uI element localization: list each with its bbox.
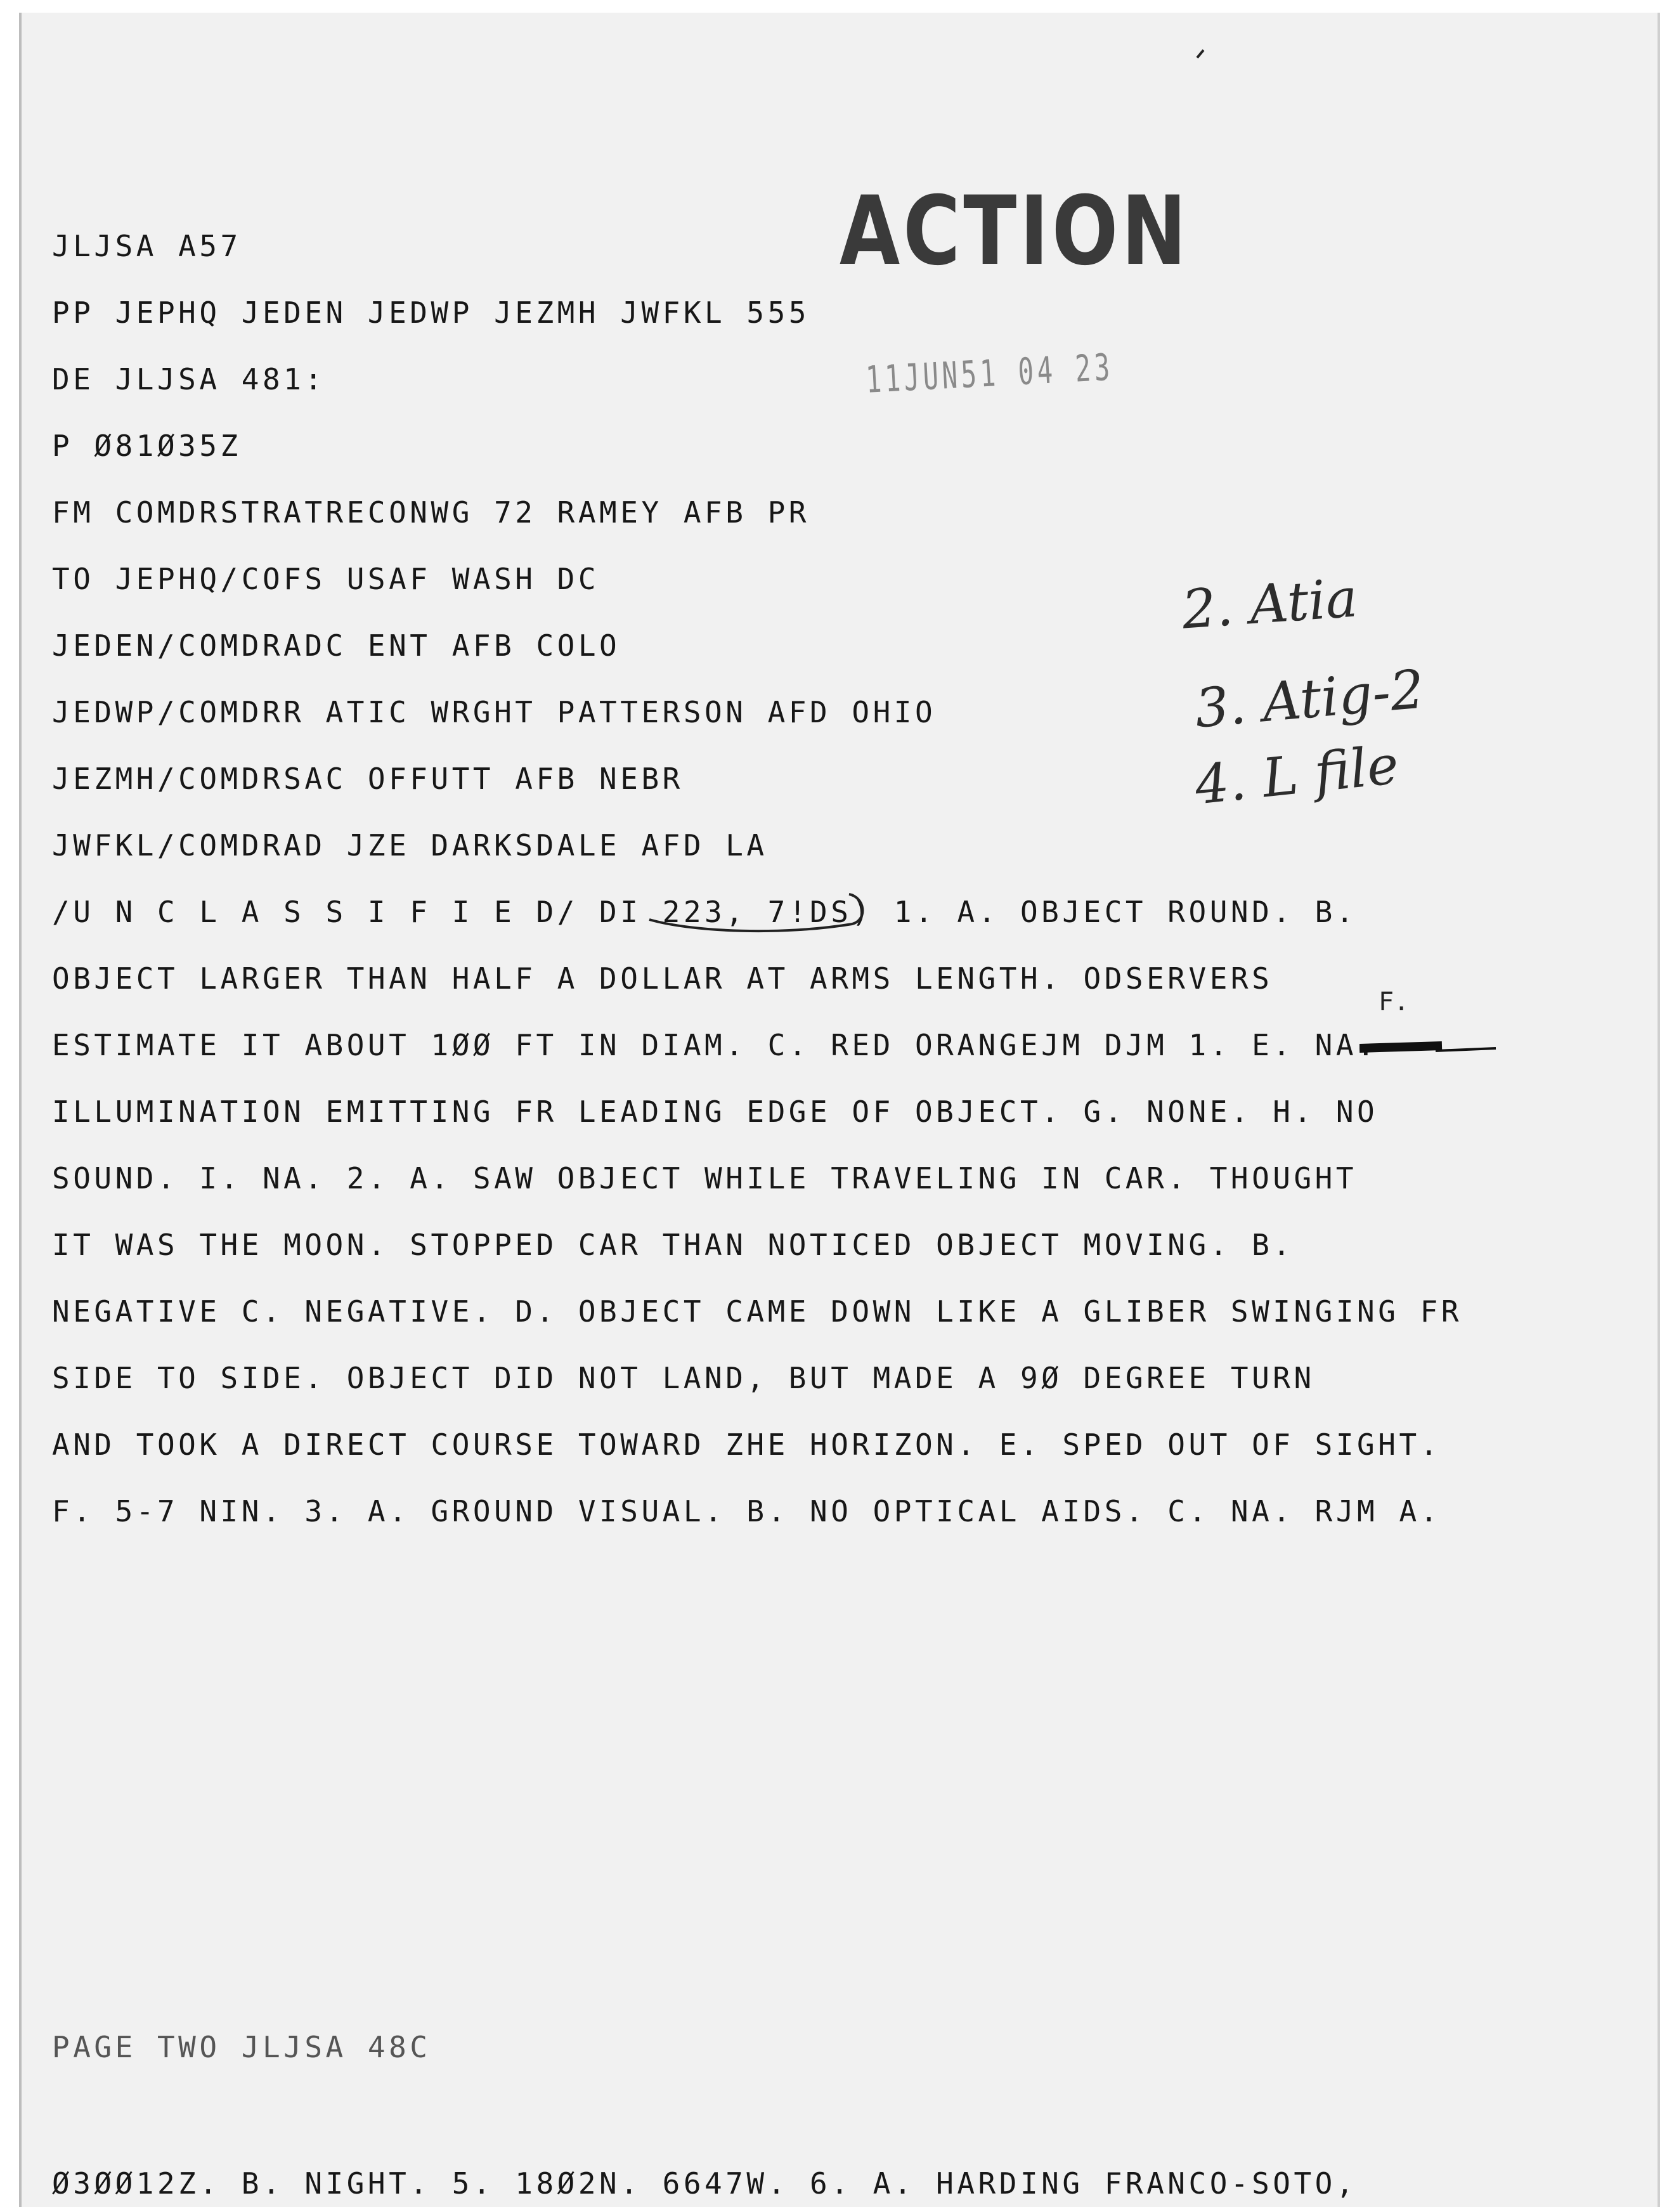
- message-line-9: JEZMH/COMDRSAC OFFUTT AFB NEBR: [52, 762, 684, 796]
- message-line-1: JLJSA A57: [52, 229, 242, 263]
- message-line-2: PP JEPHQ JEDEN JEDWP JEZMH JWFKL 555: [52, 296, 810, 330]
- strikeout-mark: [1359, 1037, 1499, 1062]
- message-line-5: FM COMDRSTRATRECONWG 72 RAMEY AFB PR: [52, 495, 810, 530]
- action-stamp: ACTION: [840, 176, 1190, 287]
- message-line-10: JWFKL/COMDRAD JZE DARKSDALE AFD LA: [52, 828, 768, 862]
- page-two-first-line: Ø3ØØ12Z. B. NIGHT. 5. 18Ø2N. 6647W. 6. A. HARDING FRANCO-SOTO,: [52, 2166, 1358, 2201]
- message-line-8: JEDWP/COMDRR ATIC WRGHT PATTERSON AFD OHIO: [52, 695, 937, 729]
- page-two-header: PAGE TWO JLJSA 48C: [52, 2030, 431, 2064]
- handwritten-routing-1: 2. Atia: [1179, 566, 1359, 641]
- message-line-4: P Ø81Ø35Z: [52, 429, 242, 463]
- message-line-6: TO JEPHQ/COFS USAF WASH DC: [52, 562, 600, 596]
- stray-mark-icon: [1195, 48, 1207, 60]
- message-line-13: ESTIMATE IT ABOUT 1ØØ FT IN DIAM. C. RED ORANGEJM DJM 1. E. NA.: [52, 1028, 1379, 1062]
- message-line-19: AND TOOK A DIRECT COURSE TOWARD ZHE HORIZON. E. SPED OUT OF SIGHT.: [52, 1428, 1441, 1462]
- handwritten-loop-mark: [643, 885, 871, 939]
- message-line-15: SOUND. I. NA. 2. A. SAW OBJECT WHILE TRAVELING IN CAR. THOUGHT: [52, 1161, 1358, 1195]
- message-line-11: /U N C L A S S I F I E D/ DI 223, 7!DS) 1. A. OBJECT ROUND. B.: [52, 895, 1358, 929]
- message-line-12: OBJECT LARGER THAN HALF A DOLLAR AT ARMS LENGTH. ODSERVERS: [52, 961, 1273, 996]
- received-date-stamp: 11JUN51 04 23: [864, 345, 1115, 401]
- handwritten-f-note: F.: [1379, 987, 1410, 1017]
- handwritten-routing-3: 4. L file: [1191, 733, 1402, 817]
- message-line-18: SIDE TO SIDE. OBJECT DID NOT LAND, BUT MADE A 9Ø DEGREE TURN: [52, 1361, 1315, 1395]
- message-line-16: IT WAS THE MOON. STOPPED CAR THAN NOTICED OBJECT MOVING. B.: [52, 1228, 1294, 1262]
- message-line-3: DE JLJSA 481:: [52, 362, 326, 396]
- handwritten-routing-2: 3. Atig-2: [1192, 658, 1427, 740]
- teletype-page: [19, 13, 1660, 2207]
- message-line-20: F. 5-7 NIN. 3. A. GROUND VISUAL. B. NO OPTICAL AIDS. C. NA. RJM A.: [52, 1494, 1441, 1528]
- message-line-14: ILLUMINATION EMITTING FR LEADING EDGE OF OBJECT. G. NONE. H. NO: [52, 1095, 1379, 1129]
- message-line-17: NEGATIVE C. NEGATIVE. D. OBJECT CAME DOWN LIKE A GLIBER SWINGING FR: [52, 1294, 1463, 1329]
- message-line-7: JEDEN/COMDRADC ENT AFB COLO: [52, 628, 621, 663]
